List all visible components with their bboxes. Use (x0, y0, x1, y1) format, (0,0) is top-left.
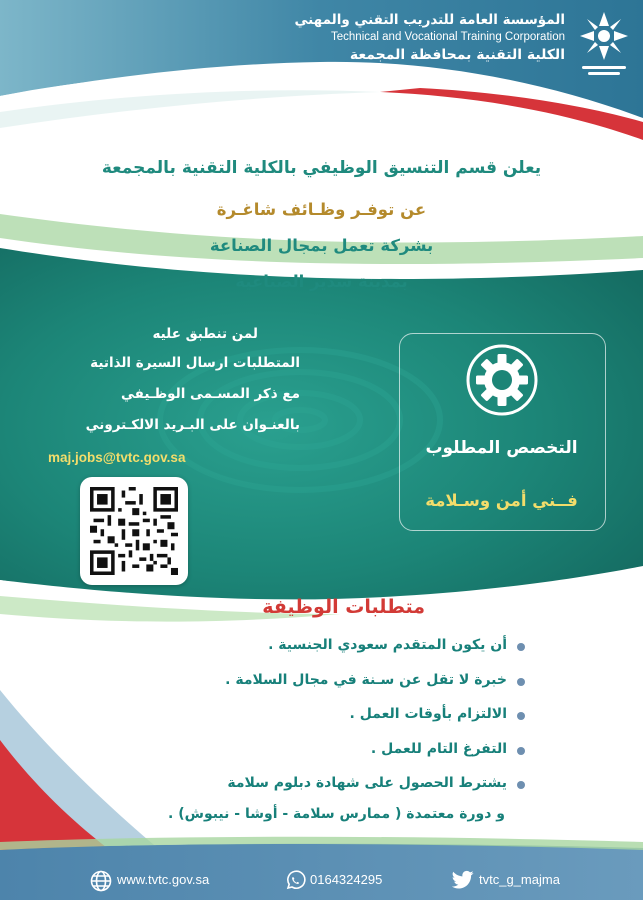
whatsapp-icon (284, 870, 306, 892)
requirements-list (105, 637, 525, 810)
requirements-continuation: و دورة معتمدة ( ممارس سلامة - أوشا - نيبوش) . (168, 806, 505, 822)
twitter-icon (452, 870, 474, 890)
twitter-handle[interactable]: tvtc_g_majma (479, 872, 560, 887)
list-item: التفرغ التام للعمل . (105, 741, 525, 776)
requirements-title: متطلبات الوظيفة (262, 596, 425, 618)
announcement-line-1: يعلن قسم التنسيق الوظيفي بالكلية التقنية بالمجمعة (101, 158, 542, 178)
list-item: يشترط الحصول على شهادة دبلوم سلامة (105, 775, 525, 810)
globe-icon (90, 870, 112, 892)
apply-line-3: مع ذكر المسـمى الوظـيفي (120, 386, 300, 402)
qr-code-icon[interactable] (90, 487, 178, 575)
specialty-label: التخصص المطلوب (425, 438, 578, 458)
announcement-line-4: بمدينة سدير الصناعية (235, 272, 408, 291)
phone-number[interactable]: 0164324295 (310, 872, 383, 887)
email-link[interactable]: maj.jobs@tvtc.gov.sa (48, 450, 186, 465)
college-name-ar: الكلية التقنية بمحافظة المجمعة (349, 47, 565, 63)
tvtc-logo-icon (576, 8, 632, 80)
gear-icon (466, 344, 538, 416)
list-item: أن يكون المتقدم سعودي الجنسية . (105, 637, 525, 672)
website-link[interactable]: www.tvtc.gov.sa (117, 872, 210, 887)
list-item: الالتزام بأوقات العمل . (105, 706, 525, 741)
announcement-line-2: عن توفـر وظـائف شاغـرة (216, 200, 427, 219)
apply-line-2: المتطلبات ارسال السيرة الذاتية (90, 355, 300, 371)
specialty-value: فــني أمن وسـلامة (425, 491, 578, 510)
announcement-line-3: بشركة تعمل بمجال الصناعة (209, 236, 434, 255)
qr-code-frame (80, 477, 188, 585)
org-name-en: Technical and Vocational Training Corporation (331, 31, 565, 43)
apply-line-1: لمن تنطبق عليه (152, 326, 258, 342)
apply-line-4: بالعنـوان على البـريد الالكـتروني (85, 417, 300, 433)
list-item: خبرة لا تقل عن سـنة في مجال السلامة . (105, 672, 525, 707)
org-name-ar: المؤسسة العامة للتدريب التقني والمهني (294, 12, 565, 28)
